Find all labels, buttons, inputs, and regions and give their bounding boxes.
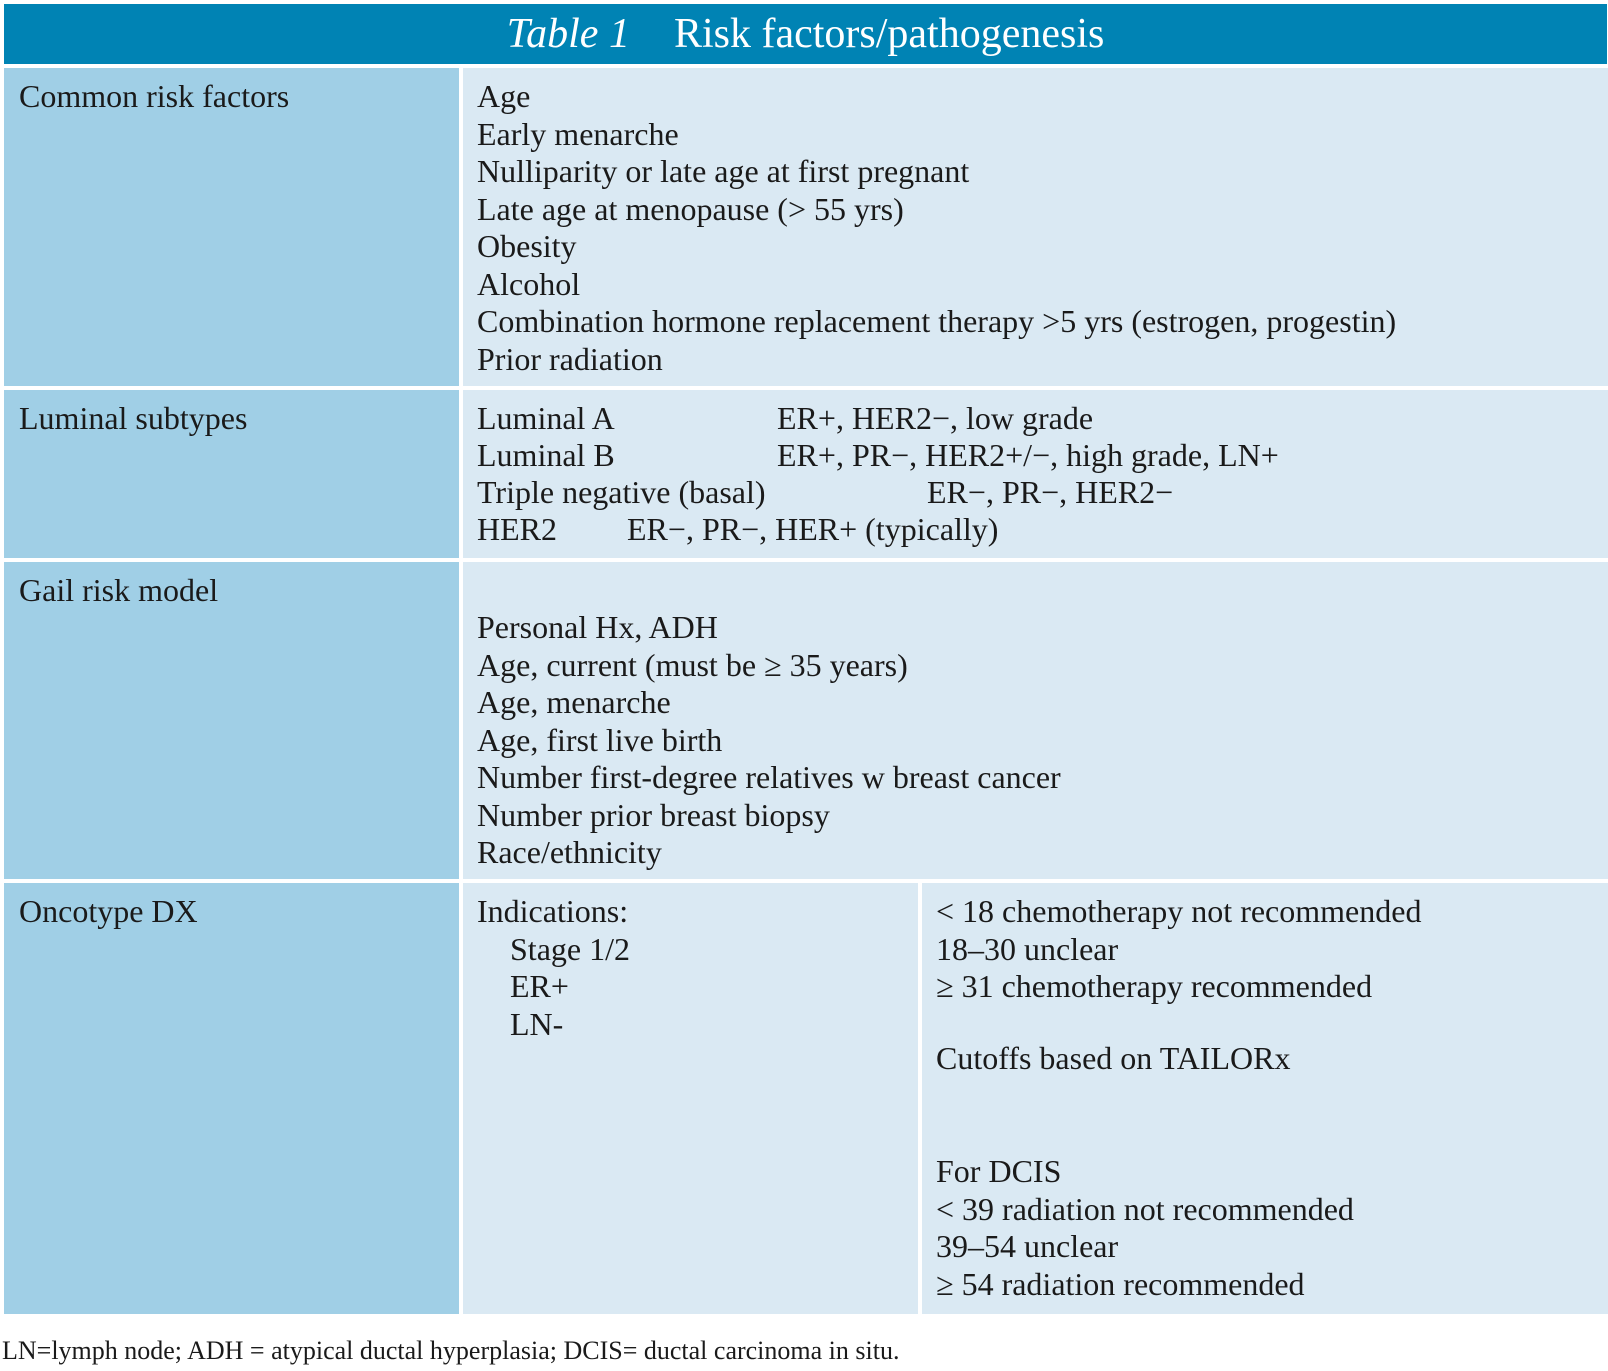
common-risk-factor-list bbox=[477, 78, 1396, 378]
subtype-name-triple-negative: Triple negative (basal) bbox=[477, 474, 766, 510]
row-label-cell-gail bbox=[4, 562, 459, 879]
table-title-bar bbox=[4, 4, 1607, 64]
row-content-cell-gail bbox=[463, 562, 1608, 879]
list-item: < 18 chemotherapy not recommended bbox=[936, 893, 1422, 929]
list-item: ER+ bbox=[510, 968, 569, 1004]
list-item: Combination hormone replacement therapy >5 yrs (estrogen, progestin) bbox=[477, 303, 1397, 339]
list-item: Alcohol bbox=[477, 265, 581, 302]
row-content-cell-common bbox=[463, 68, 1608, 386]
list-item: Personal Hx, ADH bbox=[477, 609, 718, 645]
list-item: < 39 radiation not recommended bbox=[936, 1190, 1354, 1227]
list-item: Stage 1/2 bbox=[510, 930, 630, 967]
row-label-luminal: Luminal subtypes bbox=[19, 400, 248, 436]
cutoffs-note: Cutoffs based on TAILORx bbox=[936, 1040, 1291, 1076]
dcis-heading: For DCIS bbox=[936, 1153, 1062, 1189]
list-item: Prior radiation bbox=[477, 340, 663, 377]
subtype-markers-luminal-a: ER+, HER2−, low grade bbox=[777, 400, 1094, 436]
row-label-cell-oncotype bbox=[4, 883, 459, 1314]
table-number: Table 1 bbox=[506, 11, 630, 57]
list-item: Age, current (must be ≥ 35 years) bbox=[477, 646, 908, 683]
row-label-oncotype: Oncotype DX bbox=[19, 893, 198, 929]
list-item: 39–54 unclear bbox=[936, 1228, 1119, 1264]
subtype-markers-triple-negative: ER−, PR−, HER2− bbox=[927, 474, 1174, 510]
gail-factor-list bbox=[477, 609, 1061, 872]
indications-heading: Indications: bbox=[477, 893, 629, 929]
row-label-gail: Gail risk model bbox=[19, 572, 219, 608]
list-item: Nulliparity or late age at first pregnant bbox=[477, 153, 970, 189]
row-content-cell-luminal bbox=[463, 390, 1608, 558]
list-item: LN- bbox=[510, 1005, 564, 1042]
oncotype-indications-cell bbox=[463, 883, 918, 1314]
list-item: Age bbox=[477, 78, 531, 114]
list-item: Age, first live birth bbox=[477, 721, 723, 758]
row-label-common: Common risk factors bbox=[19, 78, 290, 114]
subtype-name-her2: HER2 bbox=[477, 511, 557, 547]
oncotype-scores-cell bbox=[922, 883, 1608, 1314]
list-item: Number first-degree relatives w breast cancer bbox=[477, 759, 1061, 795]
list-item: ≥ 54 radiation recommended bbox=[936, 1265, 1305, 1302]
list-item: Number prior breast biopsy bbox=[477, 796, 830, 833]
list-item: Race/ethnicity bbox=[477, 834, 662, 870]
list-item: Early menarche bbox=[477, 115, 679, 152]
list-item: Obesity bbox=[477, 228, 577, 264]
subtype-name-luminal-b: Luminal B bbox=[477, 437, 615, 473]
row-label-cell-luminal bbox=[4, 390, 459, 558]
dcis-score-list bbox=[936, 1153, 1354, 1303]
table-footnote: LN=lymph node; ADH = atypical ductal hyperplasia; DCIS= ductal carcinoma in situ. bbox=[2, 1336, 900, 1365]
table-title: Risk factors/pathogenesis bbox=[673, 11, 1105, 57]
list-item: Late age at menopause (> 55 yrs) bbox=[477, 190, 904, 227]
subtype-markers-her2: ER−, PR−, HER+ (typically) bbox=[627, 511, 999, 547]
oncotype-score-list bbox=[936, 893, 1421, 1006]
list-item: ≥ 31 chemotherapy recommended bbox=[936, 968, 1373, 1004]
list-item: 18–30 unclear bbox=[936, 930, 1119, 967]
list-item: Age, menarche bbox=[477, 684, 671, 720]
subtype-name-luminal-a: Luminal A bbox=[477, 400, 615, 436]
oncotype-indications bbox=[477, 893, 630, 1043]
subtype-markers-luminal-b: ER+, PR−, HER2+/−, high grade, LN+ bbox=[777, 437, 1279, 473]
row-label-cell-common bbox=[4, 68, 459, 386]
